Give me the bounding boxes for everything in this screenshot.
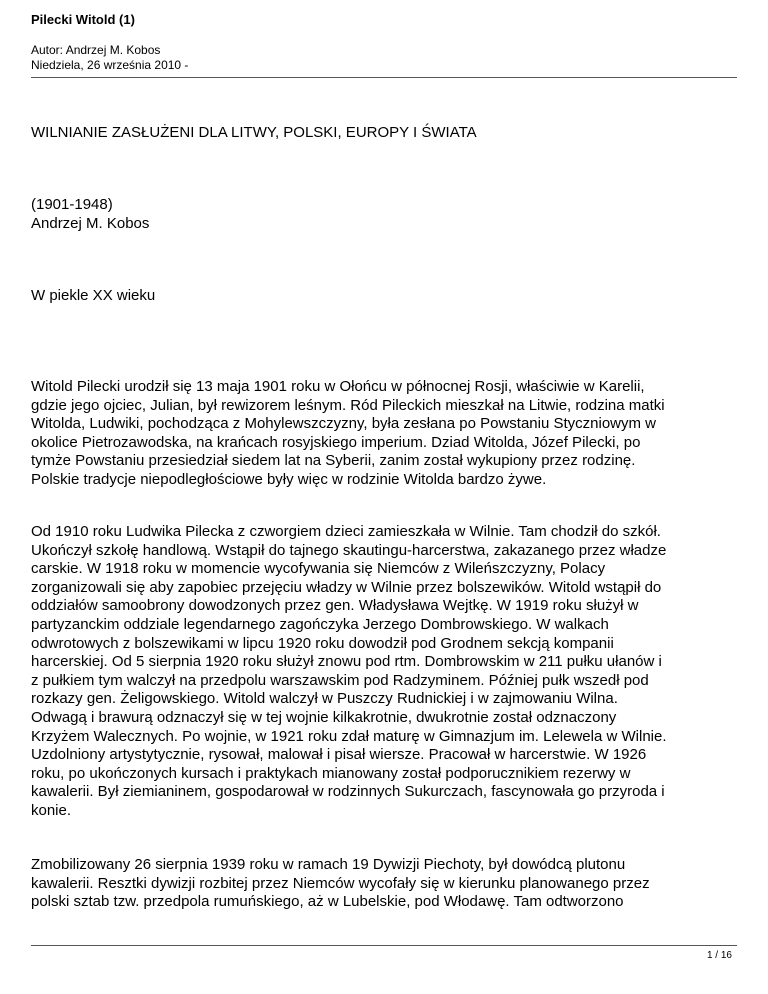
paragraph-line: Ukończył szkołę handlową. Wstąpił do tajnego skautingu-harcerstwa, zakazanego przez władze (31, 541, 667, 559)
paragraph-line: Witolda, Ludwiki, pochodząca z Mohylewszczyzny, była zesłana po Powstaniu Styczniowym w (31, 415, 656, 433)
page-number: 1 / 16 (706, 950, 732, 961)
paragraph-1 (31, 378, 741, 490)
paragraph-line: gdzie jego ojciec, Julian, był rewizorem leśnym. Ród Pileckich mieszkał na Litwie, rodzina matki (31, 396, 665, 414)
section-heading: W piekle XX wieku (31, 287, 156, 304)
paragraph-line: okolice Pietrozawodska, na krańcach rosyjskiego imperium. Dziad Witolda, Józef Pilecki, po (31, 433, 641, 451)
paragraph-line: Od 1910 roku Ludwika Pilecka z czworgiem dzieci zamieszkała w Wilnie. Tam chodził do szkół. (31, 523, 661, 540)
paragraph-line: oddziałów samoobrony dowodzonych przez gen. Władysława Wejtkę. W 1919 roku służył w (31, 597, 639, 615)
years-range: (1901-1948) (31, 196, 113, 213)
paragraph-line: Uzdolniony artystytycznie, rysował, malował i pisał wiersze. Pracował w harcerstwie. W 1926 (31, 746, 647, 764)
paragraph-line: partyzanckim oddziale legendarnego zagończyka Jerzego Dombrowskiego. W walkach (31, 615, 609, 633)
paragraph-line: zorganizowali się aby zapobiec przejęciu władzy w Wilnie przez bolszewików. Witold wstąpił do (31, 578, 662, 596)
paragraph-line: polski sztab tzw. przedpola rumuńskiego, aż w Lubelskie, pod Włodawę. Tam odtworzono (31, 893, 624, 911)
paragraph-line: Odwagą i brawurą odznaczył się w tej wojnie kilkakrotnie, dwukrotnie został odznaczony (31, 708, 617, 726)
paragraph-line: Witold Pilecki urodził się 13 maja 1901 roku w Ołońcu w północnej Rosji, właściwie w Karelii, (31, 378, 645, 395)
date-line: Niedziela, 26 września 2010 - (31, 58, 189, 72)
paragraph-line: tymże Powstaniu przesiedział siedem lat na Syberii, zanim został wykupiony przez rodzinę. (31, 452, 636, 470)
series-title: WILNIANIE ZASŁUŻENI DLA LITWY, POLSKI, EUROPY I ŚWIATA (31, 124, 477, 141)
paragraph-line: rozkazy gen. Żeligowskiego. Witold walczył w Puszczy Rudnickiej i w zajmowaniu Wilna. (31, 690, 618, 708)
header-divider (31, 77, 737, 78)
paragraph-line: harcerskiej. Od 5 sierpnia 1920 roku służył znowu pod rtm. Dombrowskim w 211 pułku ułanów i (31, 653, 662, 671)
paragraph-2 (31, 523, 741, 821)
paragraph-3 (31, 856, 741, 912)
paragraph-line: roku, po ukończonych kursach i praktykach mianowany został podporucznikiem rezerwy w (31, 764, 631, 782)
paragraph-line: kawalerii. Był ziemianinem, gospodarował w rodzinnych Sukurczach, fascynowała go przyroda i (31, 783, 665, 801)
paragraph-line: konie. (31, 801, 72, 819)
byline: Andrzej M. Kobos (31, 214, 150, 232)
paragraph-line: z pułkiem tym walczył na przedpolu warszawskim pod Radzyminem. Później pułk wszedł pod (31, 671, 649, 689)
paragraph-line: Krzyżem Walecznych. Po wojnie, w 1921 roku zdał maturę w Gimnazjum im. Lelewela w Wilnie. (31, 727, 667, 745)
paragraph-line: carskie. W 1918 roku w momencie wycofywania się Niemców z Wileńszczyzny, Polacy (31, 560, 606, 578)
paragraph-line: Zmobilizowany 26 sierpnia 1939 roku w ramach 19 Dywizji Piechoty, był dowódcą plutonu (31, 856, 626, 873)
subtitle-block (31, 196, 741, 233)
document-title: Pilecki Witold (1) (31, 12, 135, 27)
paragraph-line: kawalerii. Resztki dywizji rozbitej przez Niemców wycofały się w kierunku planowanego przez (31, 874, 650, 892)
paragraph-line: odwrotowych z bolszewikami w lipcu 1920 roku dowodził pod Grodnem sekcją kompanii (31, 634, 614, 652)
author-line: Autor: Andrzej M. Kobos (31, 43, 161, 57)
footer-divider (31, 945, 737, 946)
paragraph-line: Polskie tradycje niepodległościowe były więc w rodzinie Witolda bardzo żywe. (31, 470, 547, 488)
